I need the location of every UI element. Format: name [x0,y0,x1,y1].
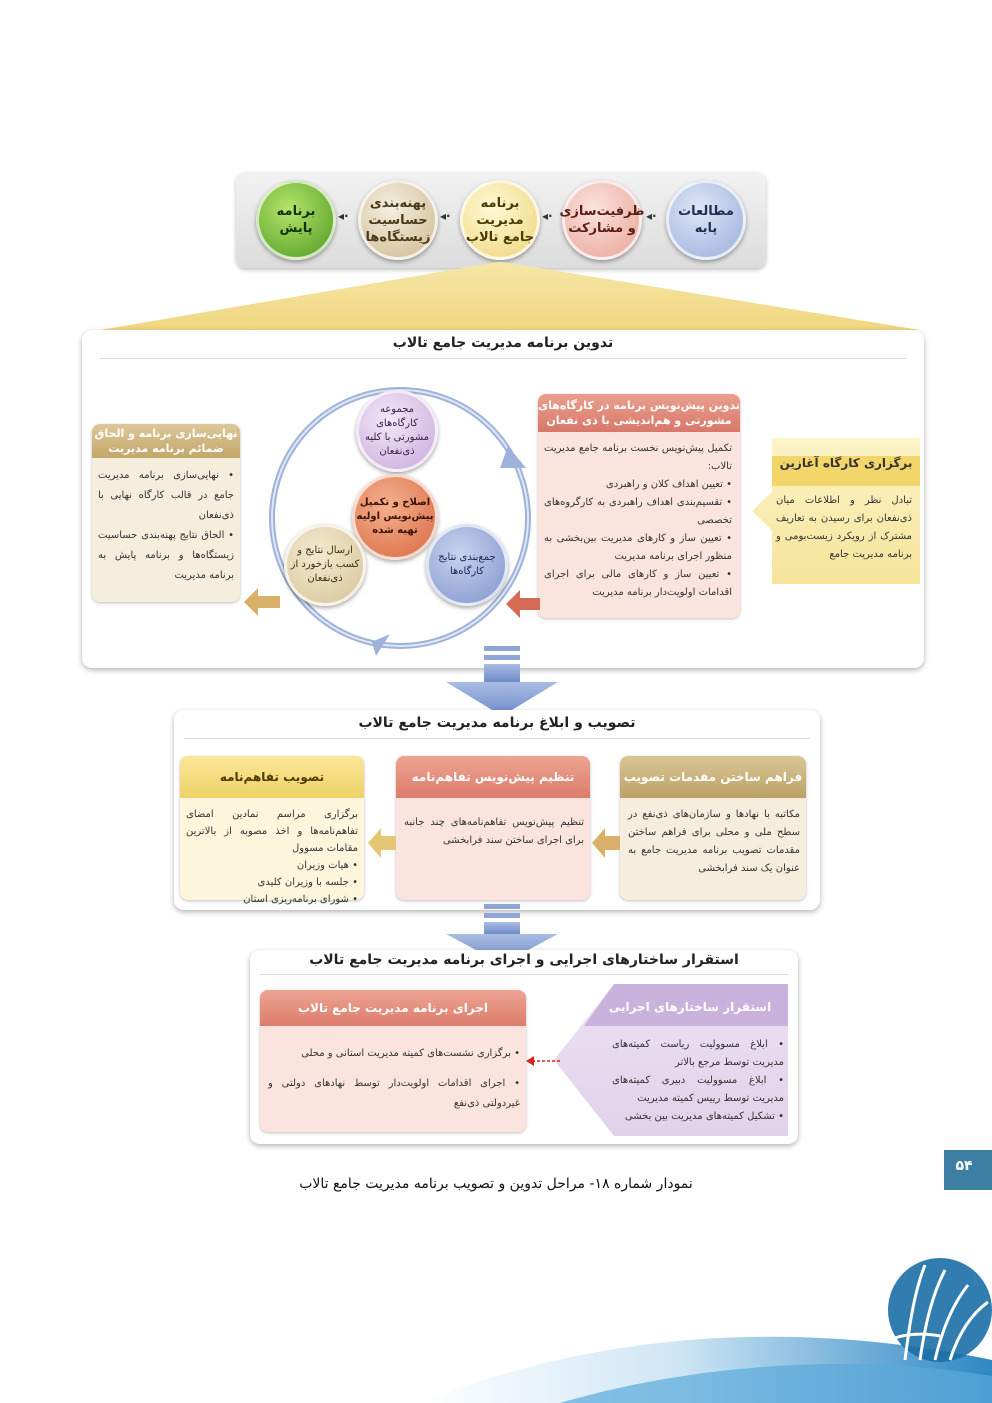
mou-approve-item: • شورای برنامه‌ریزی استان [243,894,358,905]
mou-approve-item: • هیات وزیران [296,860,358,871]
approval-prep-text: مکاتبه با نهادها و سازمان‌های ذی‌نفع در سطح ملی و محلی برای فراهم ساختن مقدمات تصویب برنامه مدیریت جامع به عنوان یک سند فرابخشی [628,809,800,874]
down-arrow-icon [446,646,558,716]
flow-circle-management-plan: برنامه مدیریت جامع تالاب [460,180,540,260]
draft-item: • تقسیم‌بندی اهداف راهبردی به کارگروه‌های تخصصی [544,497,733,526]
left-arrow-icon [244,588,280,616]
approval-prep-title: فراهم ساختن مقدمات تصویب [620,756,806,798]
mou-draft-text: تنظیم پیش‌نویس تفاهم‌نامه‌های چند جانبه برای اجرای ساختن سند فرابخشی [404,817,584,846]
implement-item: • اجرای اقدامات اولویت‌دار توسط نهادهای دولتی و غیردولتی ذی‌نفع [268,1078,521,1109]
dashed-arrow-icon [526,1054,560,1068]
flow-arrow-icon: ◂· [542,209,553,223]
finalize-item: • نهایی‌سازی برنامه مدیریت جامع در قالب کارگاه نهایی با ذی‌نفعان [98,470,234,521]
page-number: ۵۴ [955,1158,973,1174]
structures-item: • ابلاغ مسوولیت دبیری کمیته‌های مدیریت توسط رییس کمیته مدیریت [612,1075,785,1104]
draft-item: • تعیین ساز و کارهای مدیریت بین‌بخشی به منظور اجرای برنامه مدیریت [544,533,732,562]
divider [260,974,788,975]
structures-item: • ابلاغ مسوولیت ریاست کمیته‌های مدیریت توسط مرجع بالاتر [612,1039,784,1068]
left-arrow-icon [592,828,620,858]
cycle-node-workshops: مجموعه کارگاه‌های مشورتی با کلیه ذی‌نفعان [356,390,438,472]
flow-arrow-icon: ◂· [338,209,349,223]
divider [100,358,906,359]
decorative-wave-graphic [0,1250,992,1403]
divider [184,738,810,739]
flow-circle-zoning: پهنه‌بندی حساسیت زیستگاه‌ها [358,180,438,260]
mou-draft-title: تنظیم پیش‌نویس تفاهم‌نامه [396,756,590,798]
finalize-item: • الحاق نتایج پهنه‌بندی حساسیت زیستگاه‌ها و برنامه پایش به برنامه مدیریت [98,530,234,581]
flow-circle-baseline-studies: مطالعات پایه [666,180,746,260]
draft-item: • تعیین اهداف کلان و راهبردی [605,479,732,490]
implement-title: اجرای برنامه مدیریت جامع تالاب [260,990,526,1026]
cycle-node-feedback: ارسال نتایج و کسب بازخورد از ذی‌نفعان [284,524,366,606]
cycle-node-center: اصلاح و تکمیل پیش‌نویس اولیه تهیه شده [352,474,438,560]
finalize-body [98,466,234,586]
draft-item: • تعیین ساز و کارهای مالی برای اجرای اقدامات اولویت‌دار برنامه مدیریت [544,569,732,598]
section-implementation-title: استقرار ساختارهای اجرایی و اجرای برنامه مدیریت جامع تالاب [309,952,739,968]
mou-approve-body [186,806,358,908]
workshop-text: تبادل نظر و اطلاعات میان ذی‌نفعان برای رسیدن به تعاریف مشترک از رویکرد زیست‌بومی و برنامه مدیریت جامع [776,495,912,560]
expansion-fan-shape [100,258,920,334]
mou-approve-title: تصویب تفاهم‌نامه [180,756,364,798]
section-approval-title: تصویب و ابلاغ برنامه مدیریت جامع تالاب [358,715,636,731]
workshop-title: برگزاری کارگاه آغازین [779,456,913,470]
mou-approve-item: • جلسه با وزیران کلیدی [257,877,358,888]
finalize-title: نهایی‌سازی برنامه و الحاق ضمائم برنامه مدیریت [92,424,240,458]
flow-circle-capacity-building: ظرفیت‌سازی و مشارکت [562,180,642,260]
draft-title: تدوین پیش‌نویس برنامه در کارگاه‌های مشورتی و هم‌اندیشی با ذی نفعان [538,394,740,432]
section-plan-drafting-title: تدوین برنامه مدیریت جامع تالاب [392,335,614,351]
flow-arrow-icon: ◂· [440,209,451,223]
flow-circle-monitoring: برنامه پایش [256,180,336,260]
figure-caption: نمودار شماره ۱۸- مراحل تدوین و تصویب برنامه مدیریت جامع تالاب [299,1176,693,1192]
draft-body [544,440,732,602]
structures-title: استقرار ساختارهای اجرایی [608,1000,772,1014]
flow-arrow-icon: ◂· [646,209,657,223]
structures-item: • تشکیل کمیته‌های مدیریت بین بخشی [624,1111,784,1122]
left-arrow-icon [368,828,396,858]
cycle-node-summary: جمع‌بندی نتایج کارگاه‌ها [426,524,508,606]
implement-item: • برگزاری نشست‌های کمیته مدیریت استانی و محلی [301,1048,520,1059]
mou-approve-intro: برگزاری مراسم نمادین امضای تفاهم‌نامه‌ها و اخذ مصوبه از بالاترین مقامات مسوول [186,809,358,854]
implement-body [268,1044,520,1114]
structures-body [612,1036,784,1126]
draft-intro: تکمیل پیش‌نویس نخست برنامه جامع مدیریت تالاب: [544,443,732,472]
